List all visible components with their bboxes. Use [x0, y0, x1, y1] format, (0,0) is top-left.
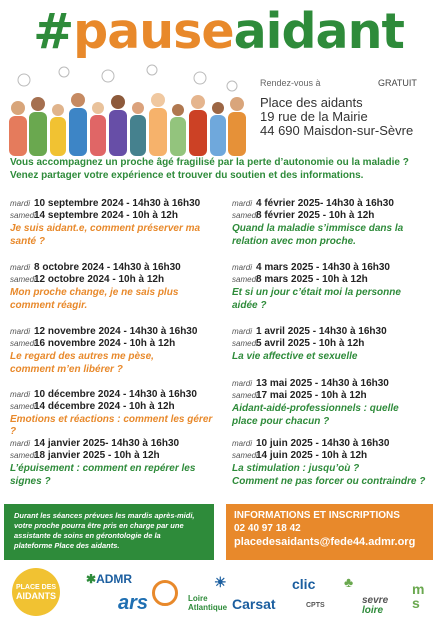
session-datetime: 10 juin 2025 - 14h30 à 16h30: [256, 438, 390, 449]
info-phone[interactable]: 02 40 97 18 42: [234, 523, 301, 534]
session-datetime: 14 septembre 2024 - 10h à 12h: [34, 210, 178, 221]
region-logo: [152, 580, 178, 606]
weekday-label: samedi: [10, 451, 36, 460]
thought-bubble-icon: [18, 65, 237, 91]
meeting-address: [260, 96, 413, 138]
session-date-saturday: [232, 450, 437, 462]
session-date-tuesday: [232, 198, 437, 210]
session-date-tuesday: [10, 438, 220, 450]
session-date-tuesday: [232, 378, 437, 390]
info-heading: INFORMATIONS ET INSCRIPTIONS: [234, 510, 400, 521]
session-datetime: 12 novembre 2024 - 14h30 à 16h30: [34, 326, 198, 337]
session-datetime: 12 octobre 2024 - 10h à 12h: [34, 274, 165, 285]
care-note-line: Durant les séances prévues les mardis après-midi,: [14, 511, 195, 520]
session-datetime: 8 mars 2025 - 10h à 12h: [256, 274, 368, 285]
session-datetime: 16 novembre 2024 - 10h à 12h: [34, 338, 176, 349]
session-date-tuesday: [10, 389, 220, 401]
session-date-saturday: [10, 401, 220, 413]
loire-atlantique-logo: [188, 594, 227, 612]
session-topic: santé ?: [10, 236, 46, 247]
session-date-saturday: [232, 390, 437, 402]
weekday-label: mardi: [232, 199, 253, 208]
session-topic: Quand la maladie s’immisce dans la: [232, 223, 404, 234]
loire-line: Atlantique: [188, 603, 228, 612]
session-date-tuesday: [10, 326, 220, 338]
session-topic: comment m’en libérer ?: [10, 364, 123, 375]
session-datetime: 10 décembre 2024 - 14h30 à 16h30: [34, 389, 197, 400]
rendezvous-label: Rendez-vous à: [260, 78, 321, 88]
weekday-label: samedi: [10, 339, 36, 348]
weekday-label: mardi: [10, 327, 31, 336]
weekday-label: samedi: [10, 211, 36, 220]
page-title: [0, 2, 437, 62]
session-topic: Et si un jour c’était moi la personne: [232, 287, 401, 298]
session-date-saturday: [232, 274, 437, 286]
intro-line: Venez partager votre expérience et trouver du soutien et des informations.: [10, 170, 364, 181]
care-note-line: assistante de soins en gérontologie de la: [14, 531, 161, 540]
weekday-label: mardi: [232, 439, 253, 448]
intro-line: Vous accompagnez un proche âgé fragilisé par la perte d’autonomie ou la maladie ?: [10, 157, 409, 168]
info-box: [226, 504, 433, 560]
session-datetime: 8 octobre 2024 - 14h30 à 16h30: [34, 262, 181, 273]
session-topic: La vie affective et sexuelle: [232, 351, 358, 362]
session-date-saturday: [10, 338, 220, 350]
title-hash: #: [33, 3, 74, 60]
carsat-logo: Carsat: [232, 596, 276, 612]
session-topic: aidée ?: [232, 300, 267, 311]
weekday-label: samedi: [10, 402, 36, 411]
care-note-line: votre proche pourra être pris en charge par une: [14, 521, 184, 530]
ars-logo: ars: [118, 592, 149, 614]
session-topic: La stimulation : jusqu’où ?: [232, 463, 360, 474]
place-des-aidants-logo: [12, 568, 60, 616]
session-topic: signes ?: [10, 476, 51, 487]
session-block: [10, 198, 220, 248]
info-email[interactable]: placedesaidants@fede44.admr.org: [234, 536, 416, 548]
clic-logo: clic: [292, 576, 316, 592]
admr-label: ADMR: [96, 572, 133, 586]
session-date-tuesday: [10, 198, 220, 210]
session-datetime: 18 janvier 2025 - 10h à 12h: [34, 450, 160, 461]
session-topic: Comment ne pas forcer ou contraindre ?: [232, 476, 426, 487]
weekday-label: samedi: [232, 451, 258, 460]
weekday-label: samedi: [232, 391, 258, 400]
partner-logos: [0, 566, 437, 624]
weekday-label: mardi: [10, 263, 31, 272]
admr-leaf-icon: ✱: [86, 572, 97, 586]
place-name: Place des aidants: [260, 95, 363, 110]
title-pause: pause: [73, 3, 234, 60]
weekday-label: samedi: [232, 339, 258, 348]
session-topic: Le regard des autres me pèse,: [10, 351, 154, 362]
place-city: 44 690 Maisdon-sur-Sèvre: [260, 123, 414, 138]
session-block: [232, 326, 437, 363]
session-datetime: 13 mai 2025 - 14h30 à 16h30: [256, 378, 389, 389]
weekday-label: samedi: [10, 275, 36, 284]
session-datetime: 4 mars 2025 - 14h30 à 16h30: [256, 262, 390, 273]
session-block: [10, 326, 220, 376]
sevre-line: loire: [362, 605, 384, 616]
session-topic: L’épuisement : comment en repérer les: [10, 463, 196, 474]
weekday-label: mardi: [232, 327, 253, 336]
session-block: [10, 262, 220, 312]
sevre-line: sevre: [362, 595, 389, 606]
session-date-tuesday: [232, 438, 437, 450]
free-label: GRATUIT: [378, 78, 417, 88]
cpts-logo: CPTS: [306, 602, 325, 609]
intro-text: [10, 156, 435, 182]
session-block: [10, 438, 220, 488]
session-datetime: 14 janvier 2025- 14h30 à 16h30: [34, 438, 180, 449]
session-block: [232, 438, 437, 488]
session-topic: relation avec mon proche.: [232, 236, 356, 247]
session-date-saturday: [232, 210, 437, 222]
community-logo: ☀: [214, 574, 227, 590]
session-datetime: 14 juin 2025 - 10h à 12h: [256, 450, 368, 461]
care-note-line: plateforme Place des aidants.: [14, 541, 120, 550]
care-note-box: [4, 504, 214, 560]
crowd-illustration: [4, 64, 250, 156]
session-topic: comment réagir.: [10, 300, 88, 311]
session-block: [232, 198, 437, 248]
place-street: 19 rue de la Mairie: [260, 109, 368, 124]
session-date-saturday: [10, 274, 220, 286]
session-topic: Emotions et réactions : comment les gérer ?: [10, 414, 213, 437]
msa-logo: m s: [412, 581, 425, 611]
title-aidant: aidant: [233, 3, 404, 60]
loire-line: Loire: [188, 594, 208, 603]
weekday-label: mardi: [10, 439, 31, 448]
weekday-label: mardi: [232, 379, 253, 388]
sevre-loire-logo: [362, 596, 388, 616]
session-date-saturday: [10, 210, 220, 222]
session-datetime: 4 février 2025- 14h30 à 16h30: [256, 198, 394, 209]
session-topic: Je suis aidant.e, comment préserver ma: [10, 223, 201, 234]
session-topic: Aidant-aidé-professionnels : quelle: [232, 403, 399, 414]
session-datetime: 1 avril 2025 - 14h30 à 16h30: [256, 326, 387, 337]
place-logo-line: PLACE DES: [15, 584, 57, 591]
session-block: [10, 389, 220, 438]
session-date-saturday: [10, 450, 220, 462]
session-block: [232, 378, 437, 428]
session-date-tuesday: [232, 326, 437, 338]
session-datetime: 17 mai 2025 - 10h à 12h: [256, 390, 367, 401]
session-datetime: 5 avril 2025 - 10h à 12h: [256, 338, 365, 349]
weekday-label: mardi: [10, 199, 31, 208]
session-date-tuesday: [232, 262, 437, 274]
session-datetime: 8 février 2025 - 10h à 12h: [256, 210, 375, 221]
weekday-label: mardi: [232, 263, 253, 272]
place-logo-line: AIDANTS: [16, 591, 56, 601]
weekday-label: samedi: [232, 275, 258, 284]
tree-icon: ♣: [344, 574, 354, 590]
session-datetime: 10 septembre 2024 - 14h30 à 16h30: [34, 198, 201, 209]
session-topic: Mon proche change, je ne sais plus: [10, 287, 179, 298]
weekday-label: samedi: [232, 211, 258, 220]
people-group-icon: [9, 93, 246, 156]
weekday-label: mardi: [10, 390, 31, 399]
session-date-tuesday: [10, 262, 220, 274]
session-date-saturday: [232, 338, 437, 350]
admr-logo: [86, 572, 132, 586]
session-topic: place pour chacun ?: [232, 416, 330, 427]
session-block: [232, 262, 437, 312]
session-datetime: 14 décembre 2024 - 10h à 12h: [34, 401, 175, 412]
